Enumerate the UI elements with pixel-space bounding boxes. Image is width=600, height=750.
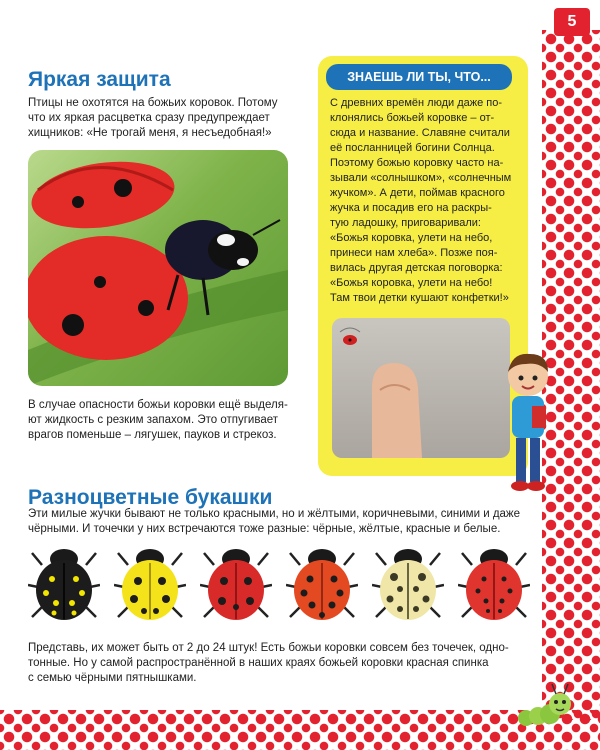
text-line: тонные. Но у самой распространённой в наших краях божьей коровки красная спинка <box>28 657 489 669</box>
text-line: Птицы не охотятся на божьих коровок. Потому <box>28 97 278 109</box>
boy-figure <box>496 350 560 500</box>
red-dot-border-bottom <box>0 710 600 750</box>
text-line: хищников: «Не трогай меня, я несъедобная!» <box>28 127 272 139</box>
text-line: что их яркая расцветка сразу предупреждает <box>28 112 270 124</box>
section-title-colorful-bugs: Разноцветные букашки <box>28 486 273 509</box>
ladybug-photo <box>28 150 288 386</box>
text-line: С древних времён люди даже по- <box>330 97 503 109</box>
section2-intro <box>28 507 558 537</box>
section-title-bright-protection: Яркая защита <box>28 68 171 91</box>
text-line: врагов поменьше – лягушек, пауков и стрекоз. <box>28 429 277 441</box>
ladybug-red-black-spotted-icon <box>200 545 272 623</box>
section2-outro <box>28 641 558 686</box>
section1-intro <box>28 96 298 141</box>
caterpillar-icon <box>516 682 572 732</box>
did-you-know-title: ЗНАЕШЬ ЛИ ТЫ, ЧТО... <box>326 64 512 90</box>
text-line: Там твои детки кушают конфетки!» <box>330 292 509 304</box>
text-line: принеси нам хлеба». Позже поя- <box>330 247 498 259</box>
finger-with-ladybug-photo <box>332 318 510 458</box>
text-line: тую ладошку, приговаривали: <box>330 217 481 229</box>
text-line: ют жидкость с резким запахом. Это отпугивает <box>28 414 278 426</box>
text-line: Эти милые жучки бывают не только красными, но и жёлтыми, коричневыми, синими и даже <box>28 508 521 520</box>
text-line: В случае опасности божьи коровки ещё выделя- <box>28 399 288 411</box>
text-line: с семью чёрными пятнышками. <box>28 672 197 684</box>
boy-illustration <box>496 350 560 500</box>
text-line: Поэтому божью коровку часто на- <box>330 157 504 169</box>
text-line: жучка и посадив его на раскры- <box>330 202 492 214</box>
text-line: клонялись божьей коровке – от- <box>330 112 495 124</box>
ladybug-orange-black-spotted-icon <box>286 545 358 623</box>
ladybug-yellow-black-spotted-icon <box>114 545 186 623</box>
caterpillar-drawing <box>516 682 572 732</box>
text-line: «Божья коровка, улети на небо, <box>330 232 493 244</box>
ladybug-black-yellow-spotted-icon <box>28 545 100 623</box>
text-line: жучком». А дети, поймав красного <box>330 187 505 199</box>
text-line: её посланницей богини Солнца. <box>330 142 495 154</box>
ladybug-cream-patterned-icon <box>372 545 444 623</box>
ladybug-varieties-row <box>28 545 528 630</box>
finger-illustration <box>332 318 510 458</box>
did-you-know-text <box>330 96 520 306</box>
ladybug-red-small-spotted-icon <box>458 545 530 623</box>
text-line: чёрными. И точечки у них встречаются тоже разные: чёрные, жёлтые, красные и белые. <box>28 523 501 535</box>
page-number: 5 <box>554 8 590 36</box>
text-line: «Божья коровка, улети на небо! <box>330 277 493 289</box>
text-line: Представь, их может быть от 2 до 24 штук! Есть божьи коровки совсем без точечек, одно- <box>28 642 509 654</box>
text-line: вилась другая детская поговорка: <box>330 262 503 274</box>
ladybug-photo-illustration <box>28 150 288 386</box>
section1-danger-text <box>28 398 298 443</box>
text-line: зывали «солнышком», «солнечным <box>330 172 512 184</box>
text-line: сюда и название. Славяне считали <box>330 127 510 139</box>
